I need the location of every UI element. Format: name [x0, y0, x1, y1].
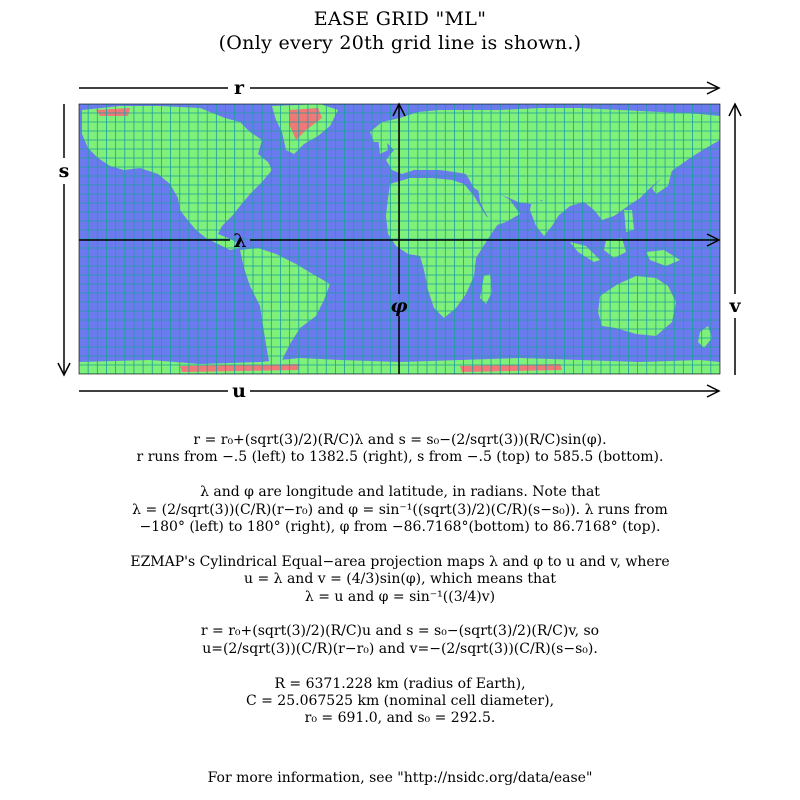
note-2-line-3: −180° (left) to 180° (right), φ from −86.7168°(bottom) to 86.7168° (top). [139, 519, 661, 536]
lambda-label: λ [233, 230, 247, 252]
r-axis [79, 77, 719, 99]
phi-label: φ [390, 295, 408, 317]
note-1-line-2: r runs from −.5 (left) to 1382.5 (right), s from −.5 (top) to 585.5 (bottom). [136, 449, 664, 466]
s-axis [58, 104, 70, 375]
note-5-line-3: r₀ = 691.0, and s₀ = 292.5. [304, 710, 496, 727]
note-4-line-2: u=(2/sqrt(3))(C/R)(r−r₀) and v=−(2/sqrt(3))(C/R)(s−s₀). [202, 640, 598, 657]
note-5-line-2: C = 25.067525 km (nominal cell diameter), [245, 693, 555, 710]
footer-info-link: For more information, see "http://nsidc.org/data/ease" [207, 770, 593, 786]
note-3-line-3: λ = u and φ = sin⁻¹((3/4)v) [304, 588, 496, 605]
title-line-2: (Only every 20th grid line is shown.) [218, 32, 582, 54]
u-axis [79, 380, 719, 402]
v-axis [728, 104, 741, 375]
note-3-line-1: EZMAP's Cylindrical Equal−area projection maps λ and φ to u and v, where [130, 553, 670, 570]
u-label: u [232, 380, 246, 402]
note-4-line-1: r = r₀+(sqrt(3)/2)(R/C)u and s = s₀−(sqrt(3)/2)(R/C)v, so [200, 623, 600, 640]
ease-grid-diagram [0, 70, 800, 410]
note-1-line-1: r = r₀+(sqrt(3)/2)(R/C)λ and s = s₀−(2/sqrt(3))(R/C)sin(φ). [193, 432, 607, 448]
note-5-line-1: R = 6371.228 km (radius of Earth), [274, 675, 526, 692]
note-3-line-2: u = λ and v = (4/3)sin(φ), which means that [243, 571, 556, 588]
note-2-line-2: λ = (2/sqrt(3))(C/R)(r−r₀) and φ = sin⁻¹((sqrt(3)/2)(C/R)(s−s₀)). λ runs from [132, 501, 668, 518]
s-label: s [58, 160, 70, 182]
r-label: r [233, 77, 245, 99]
note-2-line-1: λ and φ are longitude and latitude, in radians. Note that [200, 484, 600, 501]
v-label: v [729, 295, 741, 317]
title-line-1: EASE GRID "ML" [313, 8, 487, 30]
notes [0, 432, 800, 728]
